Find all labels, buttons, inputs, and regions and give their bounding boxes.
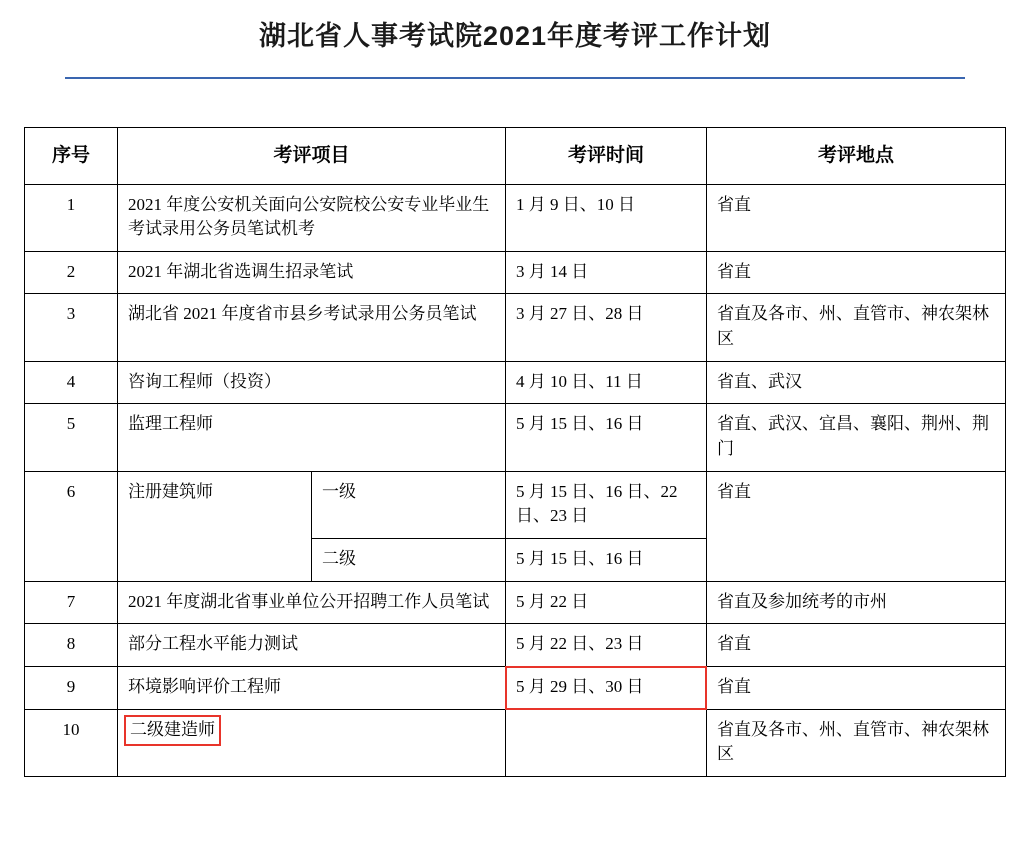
row-sublevel: 一级 — [312, 471, 506, 538]
table-row — [25, 294, 1006, 361]
row-no: 8 — [25, 624, 118, 667]
title-divider — [65, 77, 965, 79]
row-place: 省直 — [707, 251, 1006, 294]
plan-table-container — [24, 127, 1006, 777]
row-time-highlighted — [506, 666, 707, 776]
row-item-highlighted — [118, 709, 506, 776]
table-row — [25, 471, 1006, 538]
row-item: 咨询工程师（投资） — [118, 361, 506, 404]
row-time: 5 月 15 日、16 日、22 日、23 日 — [506, 471, 707, 538]
row-time: 3 月 14 日 — [506, 251, 707, 294]
table-row — [25, 581, 1006, 624]
row-place: 省直 — [707, 624, 1006, 667]
column-header-time: 考评时间 — [506, 128, 707, 185]
row-time: 4 月 10 日、11 日 — [506, 361, 707, 404]
row-no: 5 — [25, 404, 118, 471]
row-item: 环境影响评价工程师 — [118, 666, 506, 709]
row-no: 3 — [25, 294, 118, 361]
table-row — [25, 361, 1006, 404]
row-no: 4 — [25, 361, 118, 404]
row-item: 2021 年度公安机关面向公安院校公安专业毕业生考试录用公务员笔试机考 — [118, 184, 506, 251]
row-no: 7 — [25, 581, 118, 624]
row-no: 1 — [25, 184, 118, 251]
column-header-item: 考评项目 — [118, 128, 506, 185]
row-item: 注册建筑师 — [118, 471, 312, 581]
row-item: 湖北省 2021 年度省市县乡考试录用公务员笔试 — [118, 294, 506, 361]
row-time: 5 月 15 日、16 日 — [506, 404, 707, 471]
table-header-row — [25, 128, 1006, 185]
row-time: 1 月 9 日、10 日 — [506, 184, 707, 251]
highlight-box-time: 5 月 29 日、30 日 — [505, 666, 707, 710]
row-place: 省直、武汉、宜昌、襄阳、荆州、荆门 — [707, 404, 1006, 471]
row-no: 2 — [25, 251, 118, 294]
row-place: 省直、武汉 — [707, 361, 1006, 404]
table-row — [25, 251, 1006, 294]
row-item: 2021 年度湖北省事业单位公开招聘工作人员笔试 — [118, 581, 506, 624]
row-time: 5 月 15 日、16 日 — [506, 538, 707, 581]
row-place: 省直 — [707, 184, 1006, 251]
table-row — [25, 624, 1006, 667]
highlight-box-item: 二级建造师 — [124, 715, 221, 747]
row-place: 省直 — [707, 666, 1006, 709]
table-row — [25, 404, 1006, 471]
row-sublevel: 二级 — [312, 538, 506, 581]
row-no: 10 — [25, 709, 118, 776]
row-place: 省直及参加统考的市州 — [707, 581, 1006, 624]
row-time: 5 月 22 日 — [506, 581, 707, 624]
row-item: 部分工程水平能力测试 — [118, 624, 506, 667]
row-item: 2021 年湖北省选调生招录笔试 — [118, 251, 506, 294]
exam-plan-table — [24, 127, 1006, 777]
table-row — [25, 666, 1006, 709]
column-header-no: 序号 — [25, 128, 118, 185]
table-row — [25, 184, 1006, 251]
page-title: 湖北省人事考试院2021年度考评工作计划 — [258, 21, 772, 51]
row-place: 省直及各市、州、直管市、神农架林区 — [707, 294, 1006, 361]
column-header-place: 考评地点 — [707, 128, 1006, 185]
row-time: 3 月 27 日、28 日 — [506, 294, 707, 361]
row-no: 9 — [25, 666, 118, 709]
row-place: 省直及各市、州、直管市、神农架林区 — [707, 709, 1006, 776]
row-place: 省直 — [707, 471, 1006, 581]
row-item: 监理工程师 — [118, 404, 506, 471]
row-time: 5 月 22 日、23 日 — [506, 624, 707, 667]
row-no: 6 — [25, 471, 118, 581]
